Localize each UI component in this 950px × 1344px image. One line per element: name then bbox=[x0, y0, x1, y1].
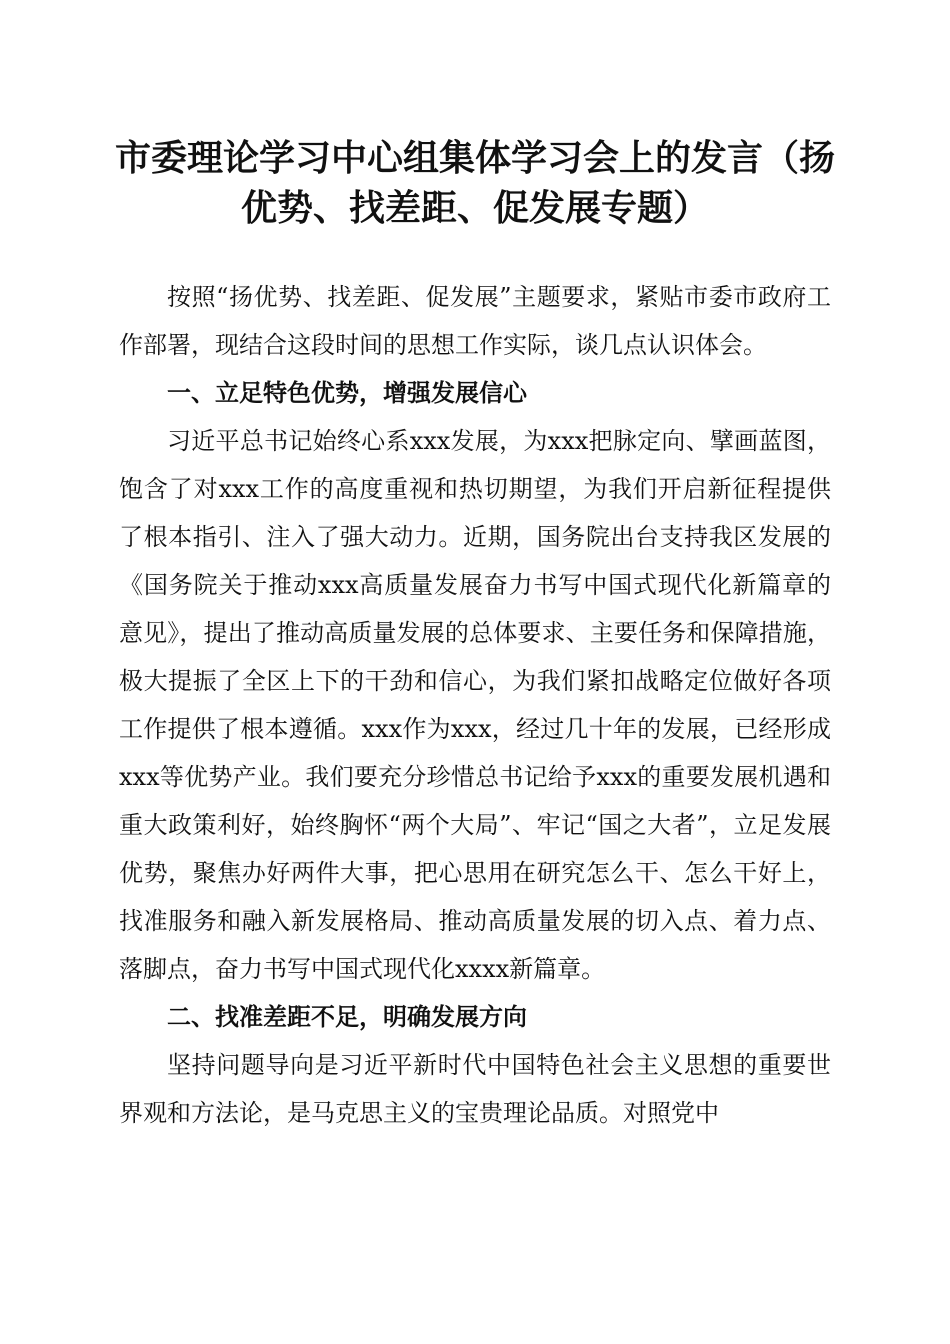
section-2-heading: 二、找准差距不足，明确发展方向 bbox=[167, 1003, 527, 1031]
section-1-paragraph: 习近平总书记始终心系xxx发展，为xxx把脉定向、擘画蓝图，饱含了对xxx工作的高度重视和热切期望，为我们开启新征程提供了根本指引、注入了强大动力。近期，国务院出台支持我区发展的《国务院关于推动xxx高质量发展奋力书写中国式现代化新篇章的意见》，提出了推动高质量发展的总体要求、主要任务和保障措施，极大提振了全区上下的干劲和信心，为我们紧扣战略定位做好各项工作提供了根本遵循。xxx作为xxx，经过几十年的发展，已经形成xxx等优势产业。我们要充分珍惜总书记给予xxx的重要发展机遇和重大政策利好，始终胸怀“两个大局”、牢记“国之大者”，立足发展优势，聚焦办好两件大事，把心思用在研究怎么干、怎么干好上，找准服务和融入新发展格局、推动高质量发展的切入点、着力点、落脚点，奋力书写中国式现代化xxxx新篇章。 bbox=[119, 427, 831, 983]
section-2-paragraph: 坚持问题导向是习近平新时代中国特色社会主义思想的重要世界观和方法论，是马克思主义的宝贵理论品质。对照党中 bbox=[119, 1051, 831, 1127]
document-title: 市委理论学习中心组集体学习会上的发言（扬优势、找差距、促发展专题） bbox=[114, 137, 835, 229]
document-body bbox=[119, 273, 831, 1137]
intro-paragraph: 按照“扬优势、找差距、促发展”主题要求，紧贴市委市政府工作部署，现结合这段时间的思想工作实际，谈几点认识体会。 bbox=[119, 283, 831, 359]
section-1-heading: 一、立足特色优势，增强发展信心 bbox=[167, 379, 527, 407]
